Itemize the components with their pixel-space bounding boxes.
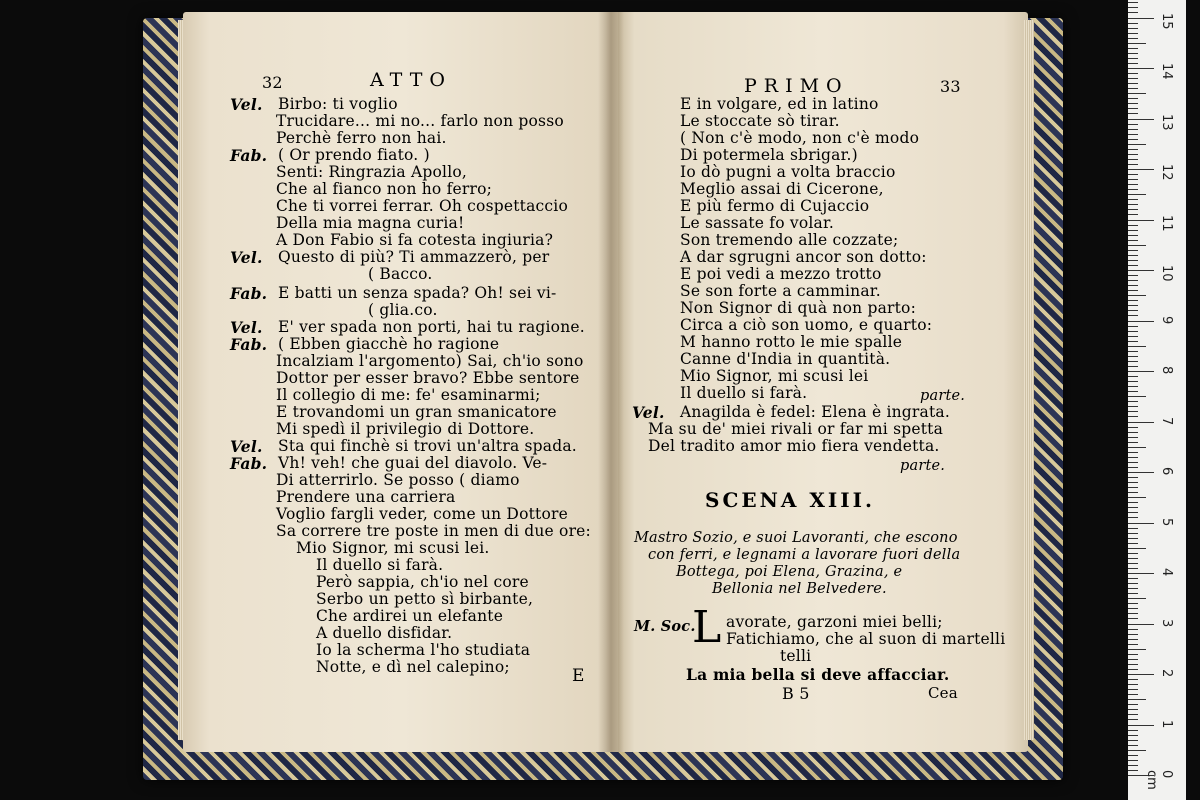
left-page-text-line: E' ver spada non porti, hai tu ragione. [278, 318, 585, 336]
stage-direction-line-2: con ferri, e legnami a lavorare fuori della [648, 547, 961, 563]
ruler-tick [1128, 422, 1154, 423]
right-page-header: PRIMO [744, 75, 849, 97]
ruler-tick [1128, 452, 1138, 453]
ruler-tick [1128, 533, 1138, 534]
ruler-tick [1128, 351, 1138, 352]
ruler-number: 15 [1159, 12, 1174, 30]
measurement-ruler [1128, 0, 1186, 800]
right-page-text-line: Meglio assai di Cicerone, [680, 180, 884, 198]
ruler-tick [1128, 618, 1138, 619]
ruler-tick [1128, 583, 1138, 584]
left-page-text-line: Che ti vorrei ferrar. Oh cospettaccio [276, 197, 568, 215]
ruler-tick [1128, 573, 1154, 574]
ruler-tick [1128, 553, 1138, 554]
ruler-tick [1128, 760, 1138, 761]
ruler-tick [1128, 230, 1138, 231]
ruler-tick [1128, 725, 1154, 726]
ruler-tick [1128, 12, 1138, 13]
ruler-tick [1128, 73, 1138, 74]
ruler-tick [1128, 406, 1138, 407]
ruler-number: 8 [1159, 366, 1174, 375]
ruler-tick [1128, 28, 1138, 29]
ruler-tick [1128, 310, 1138, 311]
ruler-tick [1128, 740, 1138, 741]
ruler-tick [1128, 341, 1138, 342]
ruler-tick [1128, 613, 1138, 614]
stage-direction-line-4: Bellonia nel Belvedere. [712, 581, 887, 597]
ruler-tick [1128, 189, 1138, 190]
ruler-tick [1128, 517, 1138, 518]
ruler-number: 5 [1159, 517, 1174, 526]
ruler-tick [1128, 644, 1138, 645]
ruler-tick [1128, 416, 1138, 417]
left-page-text-line: Perchè ferro non hai. [276, 129, 447, 147]
ruler-tick [1128, 108, 1138, 109]
ruler-tick [1128, 199, 1138, 200]
ruler-tick [1128, 144, 1146, 145]
catchword: Cea [928, 684, 958, 702]
ruler-tick [1128, 174, 1138, 175]
ruler-tick [1128, 260, 1138, 261]
ruler-tick [1128, 512, 1138, 513]
drop-cap: L [692, 602, 722, 653]
page-edge-right [1024, 20, 1034, 740]
verse-line-2: Fatichiamo, che al suon di martelli [726, 630, 1006, 648]
ruler-tick [1128, 719, 1138, 720]
ruler-tick [1128, 396, 1146, 397]
left-page-text-line: ( Bacco. [368, 265, 433, 283]
ruler-tick [1128, 386, 1138, 387]
ruler-tick [1128, 23, 1138, 24]
ruler-tick [1128, 608, 1138, 609]
ruler-tick [1128, 336, 1138, 337]
right-page-text-line: ( Non c'è modo, non c'è modo [680, 129, 920, 147]
speaker-m-soc: M. Soc. [634, 618, 696, 635]
ruler-tick [1128, 558, 1138, 559]
ruler-tick [1128, 634, 1138, 635]
ruler-tick [1128, 300, 1138, 301]
left-page-text-line: Sa correre tre poste in men di due ore: [276, 522, 591, 540]
ruler-tick [1128, 548, 1146, 549]
ruler-number: 3 [1159, 618, 1174, 627]
ruler-tick [1128, 225, 1138, 226]
ruler-tick [1128, 472, 1154, 473]
left-page-text-line: Vh! veh! che guai del diavolo. Ve- [278, 454, 548, 472]
right-page-text-line: E più fermo di Cujaccio [680, 197, 870, 215]
ruler-tick [1128, 18, 1154, 19]
ruler-tick [1128, 487, 1138, 488]
left-page-text-line: Mi spedì il privilegio di Dottore. [276, 420, 535, 438]
ruler-tick [1128, 129, 1138, 130]
ruler-tick [1128, 523, 1154, 524]
ruler-tick [1128, 497, 1146, 498]
left-page-text-line: Questo di più? Ti ammazzerò, per [278, 248, 550, 266]
right-page-text-line: Io dò pugni a volta braccio [680, 163, 896, 181]
left-page-text-line: Io la scherma l'ho studiata [316, 641, 531, 659]
ruler-tick [1128, 204, 1138, 205]
right-page-text-line: Le sassate fo volar. [680, 214, 834, 232]
ruler-tick [1128, 7, 1138, 8]
ruler-tick [1128, 159, 1138, 160]
ruler-tick [1128, 346, 1146, 347]
ruler-tick [1128, 730, 1138, 731]
left-page-text-line: Incalziam l'argomento) Sai, ch'io sono [276, 352, 584, 370]
left-page-text-line: Che al fianco non ho ferro; [276, 180, 493, 198]
ruler-tick [1128, 689, 1138, 690]
left-page-text-line: Della mia magna curia! [276, 214, 465, 232]
ruler-tick [1128, 326, 1138, 327]
right-page-text-line: Se son forte a camminar. [680, 282, 881, 300]
ruler-tick [1128, 371, 1154, 372]
ruler-tick [1128, 629, 1138, 630]
ruler-tick [1128, 593, 1138, 594]
ruler-tick [1128, 745, 1138, 746]
left-page-text-line: ( Or prendo fiato. ) [278, 146, 430, 164]
ruler-tick [1128, 2, 1138, 3]
ruler-tick [1128, 68, 1154, 69]
left-page-speaker: Vel. [230, 95, 263, 114]
book-gutter [598, 12, 624, 752]
ruler-tick [1128, 755, 1138, 756]
ruler-tick [1128, 462, 1138, 463]
right-page-number: 33 [940, 77, 961, 96]
left-page-text-line: Che ardirei un elefante [316, 607, 504, 625]
ruler-tick [1128, 184, 1138, 185]
right-page-speaker: Vel. [632, 403, 665, 422]
ruler-tick [1128, 507, 1138, 508]
ruler-tick [1128, 654, 1138, 655]
right-page-text-line: Circa a ciò son uomo, e quarto: [680, 316, 933, 334]
left-page-text-line: Il collegio di me: fe' esaminarmi; [276, 386, 541, 404]
ruler-tick [1128, 295, 1146, 296]
ruler-tick [1128, 684, 1138, 685]
ruler-tick [1128, 270, 1154, 271]
right-page-text-line: Ma su de' miei rivali or far mi spetta [648, 420, 944, 438]
scene-title: SCENA XIII. [705, 488, 875, 512]
ruler-tick [1128, 401, 1138, 402]
ruler-tick [1128, 492, 1138, 493]
ruler-tick [1128, 543, 1138, 544]
left-page-speaker: Fab. [230, 335, 268, 354]
ruler-tick [1128, 280, 1138, 281]
ruler-tick [1128, 669, 1138, 670]
ruler-tick [1128, 603, 1138, 604]
verse-continuation: telli [780, 647, 812, 665]
ruler-number: 6 [1159, 467, 1174, 476]
ruler-number: 4 [1159, 568, 1174, 577]
ruler-tick [1128, 63, 1138, 64]
ruler-tick [1128, 58, 1138, 59]
ruler-tick [1128, 245, 1146, 246]
ruler-tick [1128, 411, 1138, 412]
ruler-tick [1128, 735, 1138, 736]
ruler-tick [1128, 457, 1138, 458]
ruler-tick [1128, 659, 1138, 660]
ruler-tick [1128, 664, 1138, 665]
right-page-text-line: Canne d'India in quantità. [680, 350, 891, 368]
ruler-tick [1128, 563, 1138, 564]
ruler-tick [1128, 624, 1154, 625]
ruler-tick [1128, 588, 1138, 589]
exit-direction-1: parte. [920, 388, 966, 404]
ruler-tick [1128, 467, 1138, 468]
ruler-tick [1128, 366, 1138, 367]
ruler-tick [1128, 639, 1138, 640]
ruler-number: 12 [1159, 164, 1174, 181]
left-page-speaker: Vel. [230, 318, 263, 337]
ruler-number: 10 [1159, 265, 1174, 282]
left-page-header: ATTO [370, 69, 452, 91]
right-page-text-line: A dar sgrugni ancor son dotto: [680, 248, 927, 266]
ruler-tick [1128, 139, 1138, 140]
ruler-tick [1128, 220, 1154, 221]
ruler-tick [1128, 305, 1138, 306]
ruler-tick [1128, 331, 1138, 332]
ruler-tick [1128, 376, 1138, 377]
ruler-tick [1128, 275, 1138, 276]
left-page-text-line: E trovandomi un gran smanicatore [276, 403, 557, 421]
left-page-text-line: Serbo un petto sì birbante, [316, 590, 534, 608]
ruler-number: 1 [1159, 719, 1174, 728]
left-page-text-line: Però sappia, ch'io nel core [316, 573, 529, 591]
ruler-tick [1128, 482, 1138, 483]
ruler-tick [1128, 53, 1138, 54]
ruler-tick [1128, 381, 1138, 382]
ruler-tick [1128, 194, 1146, 195]
verse-last-line: La mia bella si deve affacciar. [686, 665, 950, 684]
left-page-speaker: Vel. [230, 437, 263, 456]
left-page-speaker: Vel. [230, 248, 263, 267]
ruler-tick [1128, 578, 1138, 579]
left-page-text-line: ( glia.co. [368, 301, 438, 319]
left-page-speaker: Fab. [230, 146, 268, 165]
ruler-tick [1128, 649, 1146, 650]
ruler-tick [1128, 83, 1138, 84]
left-page-number: 32 [262, 73, 283, 92]
ruler-tick [1128, 290, 1138, 291]
ruler-tick [1128, 502, 1138, 503]
ruler-tick [1128, 124, 1138, 125]
left-page-speaker: Fab. [230, 284, 268, 303]
ruler-number: 11 [1159, 214, 1174, 232]
left-page-text-line: A Don Fabio si fa cotesta ingiuria? [276, 231, 554, 249]
left-page-text-line: ( Ebben giacchè ho ragione [278, 335, 500, 353]
ruler-tick [1128, 704, 1138, 705]
ruler-tick [1128, 119, 1154, 120]
right-page-text-line: Son tremendo alle cozzate; [680, 231, 899, 249]
right-page-text-line: E in volgare, ed in latino [680, 95, 879, 113]
left-page-text-line: Di atterrirlo. Se posso ( diamo [276, 471, 520, 489]
ruler-number: 13 [1159, 113, 1174, 131]
ruler-tick [1128, 538, 1138, 539]
ruler-tick [1128, 164, 1138, 165]
ruler-tick [1128, 250, 1138, 251]
ruler-tick [1128, 598, 1146, 599]
left-signature: E [572, 666, 585, 686]
left-page-text-line: Sta qui finchè si trovi un'altra spada. [278, 437, 577, 455]
ruler-tick [1128, 38, 1138, 39]
ruler-tick [1128, 98, 1138, 99]
right-signature: B 5 [782, 684, 810, 703]
ruler-tick [1128, 93, 1146, 94]
ruler-number: 14 [1159, 63, 1174, 80]
ruler-tick [1128, 709, 1138, 710]
right-page-text-line: Del tradito amor mio fiera vendetta. [648, 437, 940, 455]
left-page-text-line: Dottor per esser bravo? Ebbe sentore [276, 369, 580, 387]
ruler-tick [1128, 134, 1138, 135]
ruler-tick [1128, 285, 1138, 286]
ruler-tick [1128, 78, 1138, 79]
verse-line-1: avorate, garzoni miei belli; [726, 613, 943, 631]
ruler-tick [1128, 179, 1138, 180]
ruler-tick [1128, 765, 1138, 766]
ruler-tick [1128, 113, 1138, 114]
ruler-tick [1128, 437, 1138, 438]
ruler-tick [1128, 528, 1138, 529]
ruler-tick [1128, 477, 1138, 478]
right-page-text-line: Il duello si farà. [680, 384, 808, 402]
stage-direction-line-3: Bottega, poi Elena, Grazina, e [676, 564, 903, 580]
exit-direction-2: parte. [900, 458, 946, 474]
ruler-number: 7 [1159, 416, 1174, 425]
ruler-tick [1128, 169, 1154, 170]
ruler-tick [1128, 694, 1138, 695]
ruler-tick [1128, 315, 1138, 316]
right-page-text-line: Di potermela sbrigar.) [680, 146, 858, 164]
ruler-tick [1128, 43, 1146, 44]
left-page-text-line: Voglio fargli veder, come un Dottore [276, 505, 568, 523]
ruler-tick [1128, 214, 1138, 215]
left-page-text-line: Prendere una carriera [276, 488, 456, 506]
ruler-tick [1128, 699, 1146, 700]
right-page-text-line: Le stoccate sò tirar. [680, 112, 840, 130]
ruler-tick [1128, 209, 1138, 210]
ruler-tick [1128, 88, 1138, 89]
ruler-tick [1128, 442, 1138, 443]
ruler-tick [1128, 149, 1138, 150]
ruler-number: 9 [1159, 315, 1174, 324]
ruler-tick [1128, 154, 1138, 155]
ruler-tick [1128, 447, 1146, 448]
ruler-tick [1128, 33, 1138, 34]
left-page-speaker: Fab. [230, 454, 268, 473]
ruler-number: 0 cm [1144, 770, 1174, 790]
ruler-tick [1128, 770, 1138, 771]
ruler-tick [1128, 48, 1138, 49]
ruler-tick [1128, 361, 1138, 362]
left-page-text-line: Senti: Ringrazia Apollo, [276, 163, 468, 181]
right-page-text-line: M hanno rotto le mie spalle [680, 333, 903, 351]
right-page-text-line: Mio Signor, mi scusi lei [680, 367, 869, 385]
ruler-tick [1128, 674, 1154, 675]
left-page-text-line: Il duello si farà. [316, 556, 444, 574]
ruler-tick [1128, 255, 1138, 256]
right-page-text-line: Anagilda è fedel: Elena è ingrata. [680, 403, 950, 421]
left-page-text-line: Birbo: ti voglio [278, 95, 398, 113]
left-page-text-line: Trucidare... mi no... farlo non posso [276, 112, 564, 130]
ruler-tick [1128, 679, 1138, 680]
ruler-tick [1128, 356, 1138, 357]
ruler-tick [1128, 427, 1138, 428]
ruler-tick [1128, 240, 1138, 241]
right-page-text-line: E poi vedi a mezzo trotto [680, 265, 882, 283]
ruler-tick [1128, 714, 1138, 715]
left-page-text-line: Mio Signor, mi scusi lei. [296, 539, 490, 557]
right-page-text-line: Non Signor di quà non parto: [680, 299, 917, 317]
ruler-tick [1128, 265, 1138, 266]
left-page-text-line: E batti un senza spada? Oh! sei vi- [278, 284, 557, 302]
ruler-tick [1128, 235, 1138, 236]
ruler-tick [1128, 750, 1146, 751]
ruler-tick [1128, 568, 1138, 569]
ruler-tick [1128, 321, 1154, 322]
ruler-tick [1128, 391, 1138, 392]
ruler-tick [1128, 103, 1138, 104]
stage-direction-line-1: Mastro Sozio, e suoi Lavoranti, che escono [634, 530, 958, 546]
left-page-text-line: Notte, e dì nel calepino; [316, 658, 510, 676]
left-page-text-line: A duello disfidar. [316, 624, 453, 642]
ruler-number: 2 [1159, 669, 1174, 678]
ruler-tick [1128, 432, 1138, 433]
